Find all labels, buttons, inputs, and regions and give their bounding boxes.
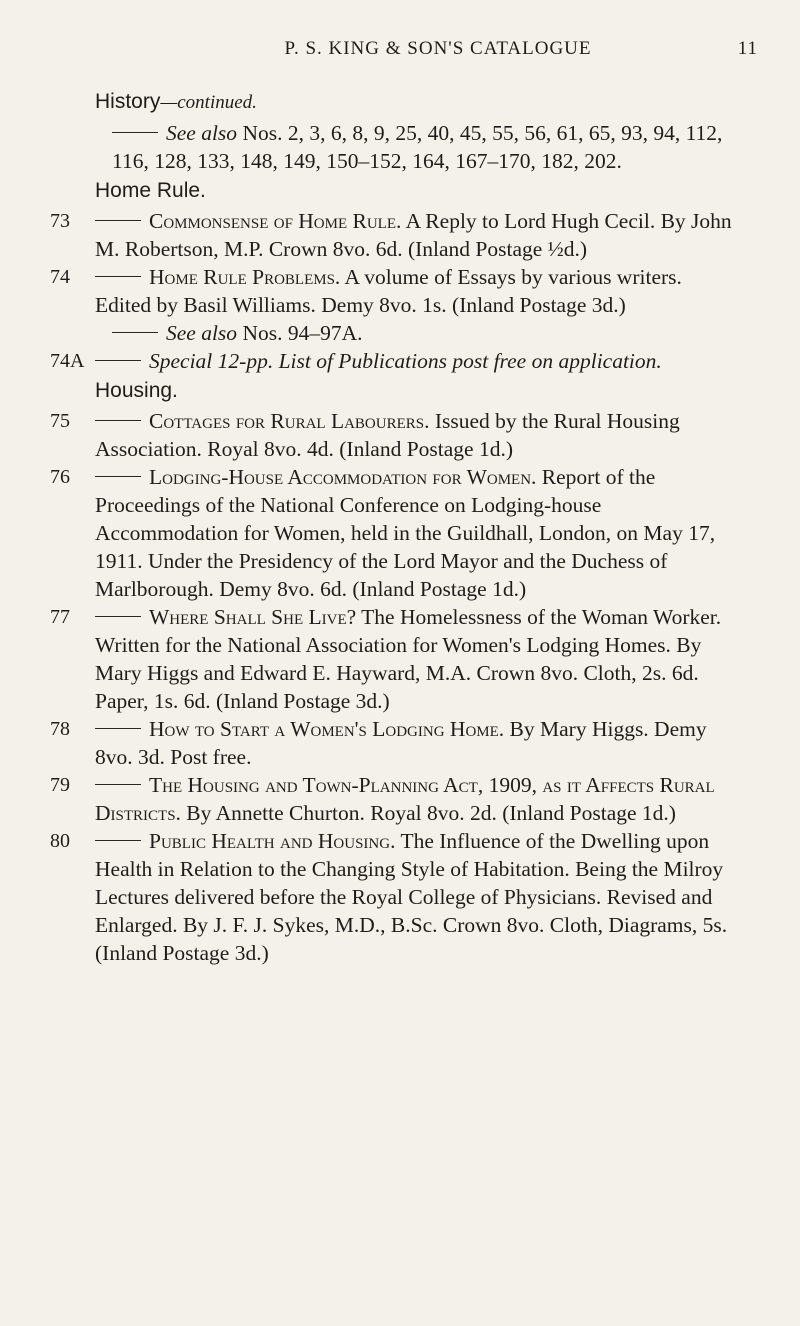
dash-rule bbox=[95, 728, 141, 729]
entry-number: 75 bbox=[50, 410, 70, 432]
special-list-text: Special 12-pp. List of Publications post free on application. bbox=[149, 349, 662, 373]
catalogue-title: P. S. KING & SON'S CATALOGUE bbox=[284, 38, 592, 59]
catalogue-content bbox=[0, 86, 800, 967]
dash-rule bbox=[95, 420, 141, 421]
dash-rule bbox=[95, 360, 141, 361]
dash-rule bbox=[95, 276, 141, 277]
dash-rule bbox=[95, 784, 141, 785]
entry-number: 74A bbox=[50, 350, 85, 372]
entry-number: 74 bbox=[50, 266, 70, 288]
page-number: 11 bbox=[737, 38, 758, 59]
entry-body: By Mary Higgs. Demy 8vo. 3d. Post free. bbox=[95, 717, 707, 769]
dash-rule bbox=[95, 476, 141, 477]
catalogue-entry-80 bbox=[0, 827, 800, 967]
entry-number: 73 bbox=[50, 210, 70, 232]
entry-body: Report of the Proceedings of the National Conference on Lodging-house Accommodation for Women, held in the Guildhall, London, on May 17, 1911. Under the Presidency of the Lord Mayor and the Duchess of Marlborough. Demy 8vo. 6d. (Inland Postage 1d.) bbox=[95, 465, 716, 601]
entry-title: How to Start a Women's Lodging Home. bbox=[149, 717, 505, 741]
dash-rule bbox=[95, 220, 141, 221]
catalogue-entry-74a bbox=[0, 347, 800, 375]
entry-body: By Annette Churton. Royal 8vo. 2d. (Inland Postage 1d.) bbox=[186, 801, 676, 825]
catalogue-entry-77 bbox=[0, 603, 800, 715]
see-also-text: Nos. 94–97A. bbox=[242, 321, 363, 345]
entry-number: 76 bbox=[50, 466, 70, 488]
entry-number: 79 bbox=[50, 774, 70, 796]
continued-label: —continued. bbox=[160, 92, 257, 113]
catalogue-entry-79 bbox=[0, 771, 800, 827]
section-title: History bbox=[95, 90, 161, 113]
see-also-entry bbox=[0, 319, 800, 347]
section-heading-history bbox=[95, 86, 800, 119]
dash-rule bbox=[95, 840, 141, 841]
section-heading-home-rule: Home Rule. bbox=[95, 179, 206, 202]
catalogue-entry-74 bbox=[0, 263, 800, 319]
entry-title: Commonsense of Home Rule. bbox=[149, 209, 402, 233]
entry-number: 77 bbox=[50, 606, 70, 628]
entry-body: A volume of Essays by various writers. Edited by Basil Williams. Demy 8vo. 1s. (Inland Postage 3d.) bbox=[95, 265, 682, 317]
entry-body: The Homelessness of the Woman Worker. Written for the National Association for Women's Lodging Homes. By Mary Higgs and Edward E. Hayward, M.A. Crown 8vo. Cloth, 2s. 6d. Paper, 1s. 6d. (Inland Postage 3d.) bbox=[95, 605, 722, 713]
dash-rule bbox=[112, 332, 158, 333]
dash-rule bbox=[112, 132, 158, 133]
entry-number: 80 bbox=[50, 830, 70, 852]
entry-title: Lodging-House Accommodation for Women. bbox=[149, 465, 537, 489]
see-also-label: See also bbox=[166, 121, 238, 145]
entry-title: The Housing and Town-Planning Act, 1909, as it Affects Rural Districts. bbox=[95, 773, 715, 825]
catalogue-entry-76 bbox=[0, 463, 800, 603]
catalogue-entry-73 bbox=[0, 207, 800, 263]
catalogue-entry-78 bbox=[0, 715, 800, 771]
entry-body: A Reply to Lord Hugh Cecil. By John M. Robertson, M.P. Crown 8vo. 6d. (Inland Postage ½d.) bbox=[95, 209, 732, 261]
see-also-text: Nos. 2, 3, 6, 8, 9, 25, 40, 45, 55, 56, 61, 65, 93, 94, 112, 116, 128, 133, 148, 149, 150–152, 164, 167–170, 182, 202. bbox=[112, 121, 723, 173]
catalogue-entry-75 bbox=[0, 407, 800, 463]
entry-body: The Influence of the Dwelling upon Health in Relation to the Changing Style of Habitation. Being the Milroy Lectures delivered before the Royal College of Physicians. Revised and Enlarged. By J. F. J. Sykes, M.D., B.Sc. Crown 8vo. Cloth, Diagrams, 5s. (Inland Postage 3d.) bbox=[95, 829, 728, 965]
entry-title: Home Rule Problems. bbox=[149, 265, 341, 289]
entry-title: Public Health and Housing. bbox=[149, 829, 396, 853]
see-also-label: See also bbox=[166, 321, 238, 345]
entry-number: 78 bbox=[50, 718, 70, 740]
section-heading-housing: Housing. bbox=[95, 379, 178, 402]
entry-body: Issued by the Rural Housing Association. Royal 8vo. 4d. (Inland Postage 1d.) bbox=[95, 409, 680, 461]
entry-title: Cottages for Rural Labourers. bbox=[149, 409, 430, 433]
dash-rule bbox=[95, 616, 141, 617]
see-also-entry bbox=[0, 119, 800, 175]
entry-title: Where Shall She Live? bbox=[149, 605, 357, 629]
